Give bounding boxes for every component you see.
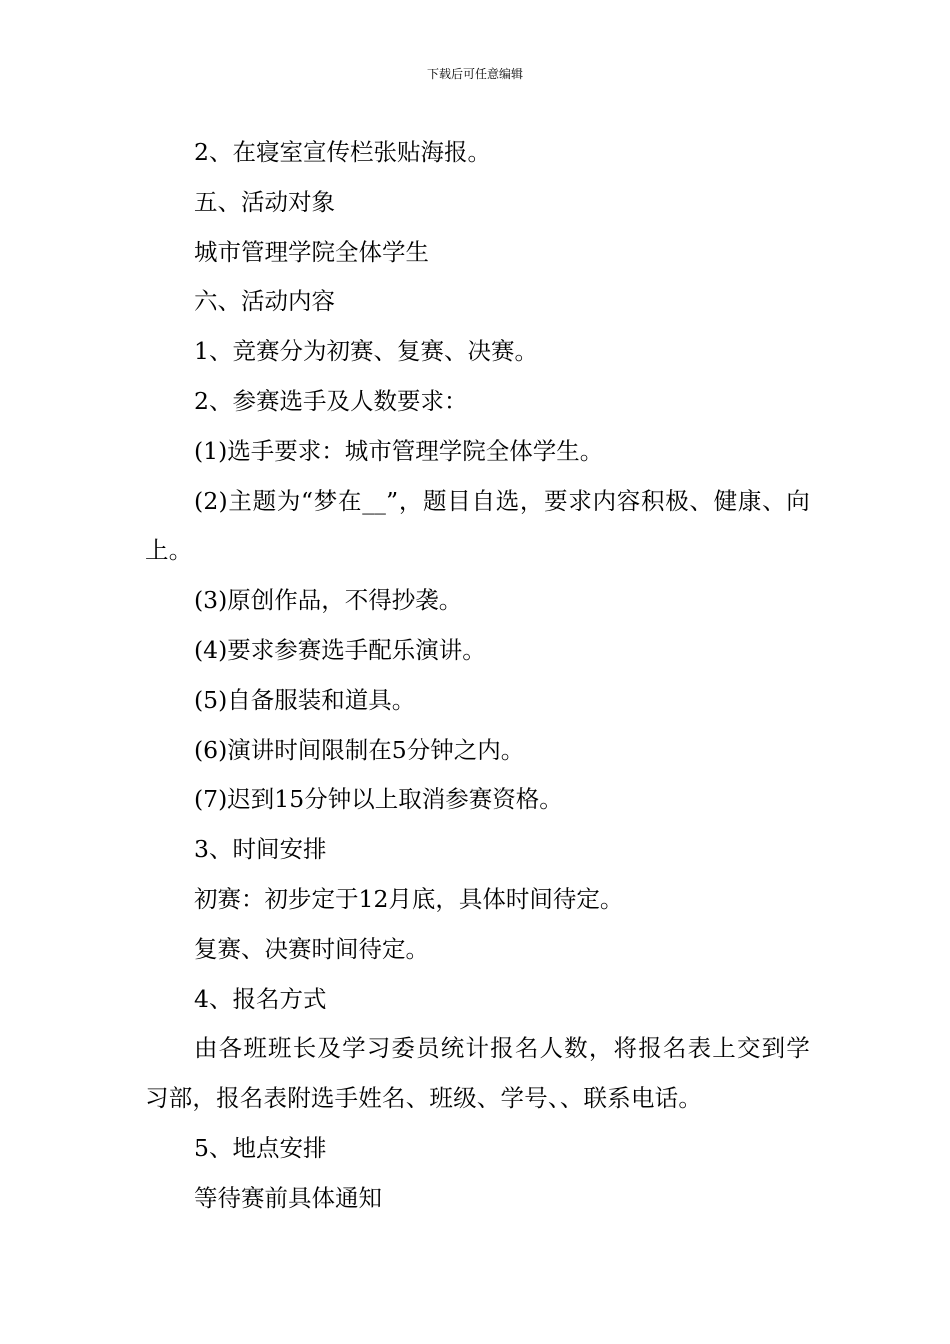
requirement-3: (3)原创作品，不得抄袭。 [194,586,463,615]
requirement-1: (1)选手要求：城市管理学院全体学生。 [194,436,604,465]
paragraph-participants: 城市管理学院全体学生 [194,237,429,266]
requirement-7: (7)迟到15分钟以上取消参赛资格。 [194,785,563,814]
heading-participants: 五、活动对象 [194,187,335,216]
paragraph-registration: 由各班班长及学习委员统计报名人数，将报名表上交到学习部，报名表附选手姓名、班级、学号、、联系电话。 [145,1034,810,1113]
requirement-2: (2)主题为“梦在__”，题目自选，要求内容积极、健康、向上。 [145,486,810,565]
heading-venue: 5、地点安排 [194,1133,327,1162]
heading-schedule: 3、时间安排 [194,835,327,864]
paragraph-requirements-title: 2、参赛选手及人数要求： [194,386,468,415]
paragraph-rounds: 1、竞赛分为初赛、复赛、决赛。 [194,337,538,366]
page-header-note: 下载后可任意编辑 [426,67,523,81]
requirement-5: (5)自备服装和道具。 [194,685,416,714]
paragraph-venue: 等待赛前具体通知 [194,1183,382,1212]
heading-content: 六、活动内容 [194,287,335,316]
heading-registration: 4、报名方式 [194,984,327,1013]
requirement-4: (4)要求参赛选手配乐演讲。 [194,635,486,664]
paragraph-finals: 复赛、决赛时间待定。 [194,934,429,963]
paragraph-poster: 2、在寝室宣传栏张贴海报。 [194,138,491,166]
requirement-6: (6)演讲时间限制在5分钟之内。 [194,735,525,764]
document-body [145,128,810,1224]
paragraph-preliminary: 初赛：初步定于12月底，具体时间待定。 [194,884,624,913]
